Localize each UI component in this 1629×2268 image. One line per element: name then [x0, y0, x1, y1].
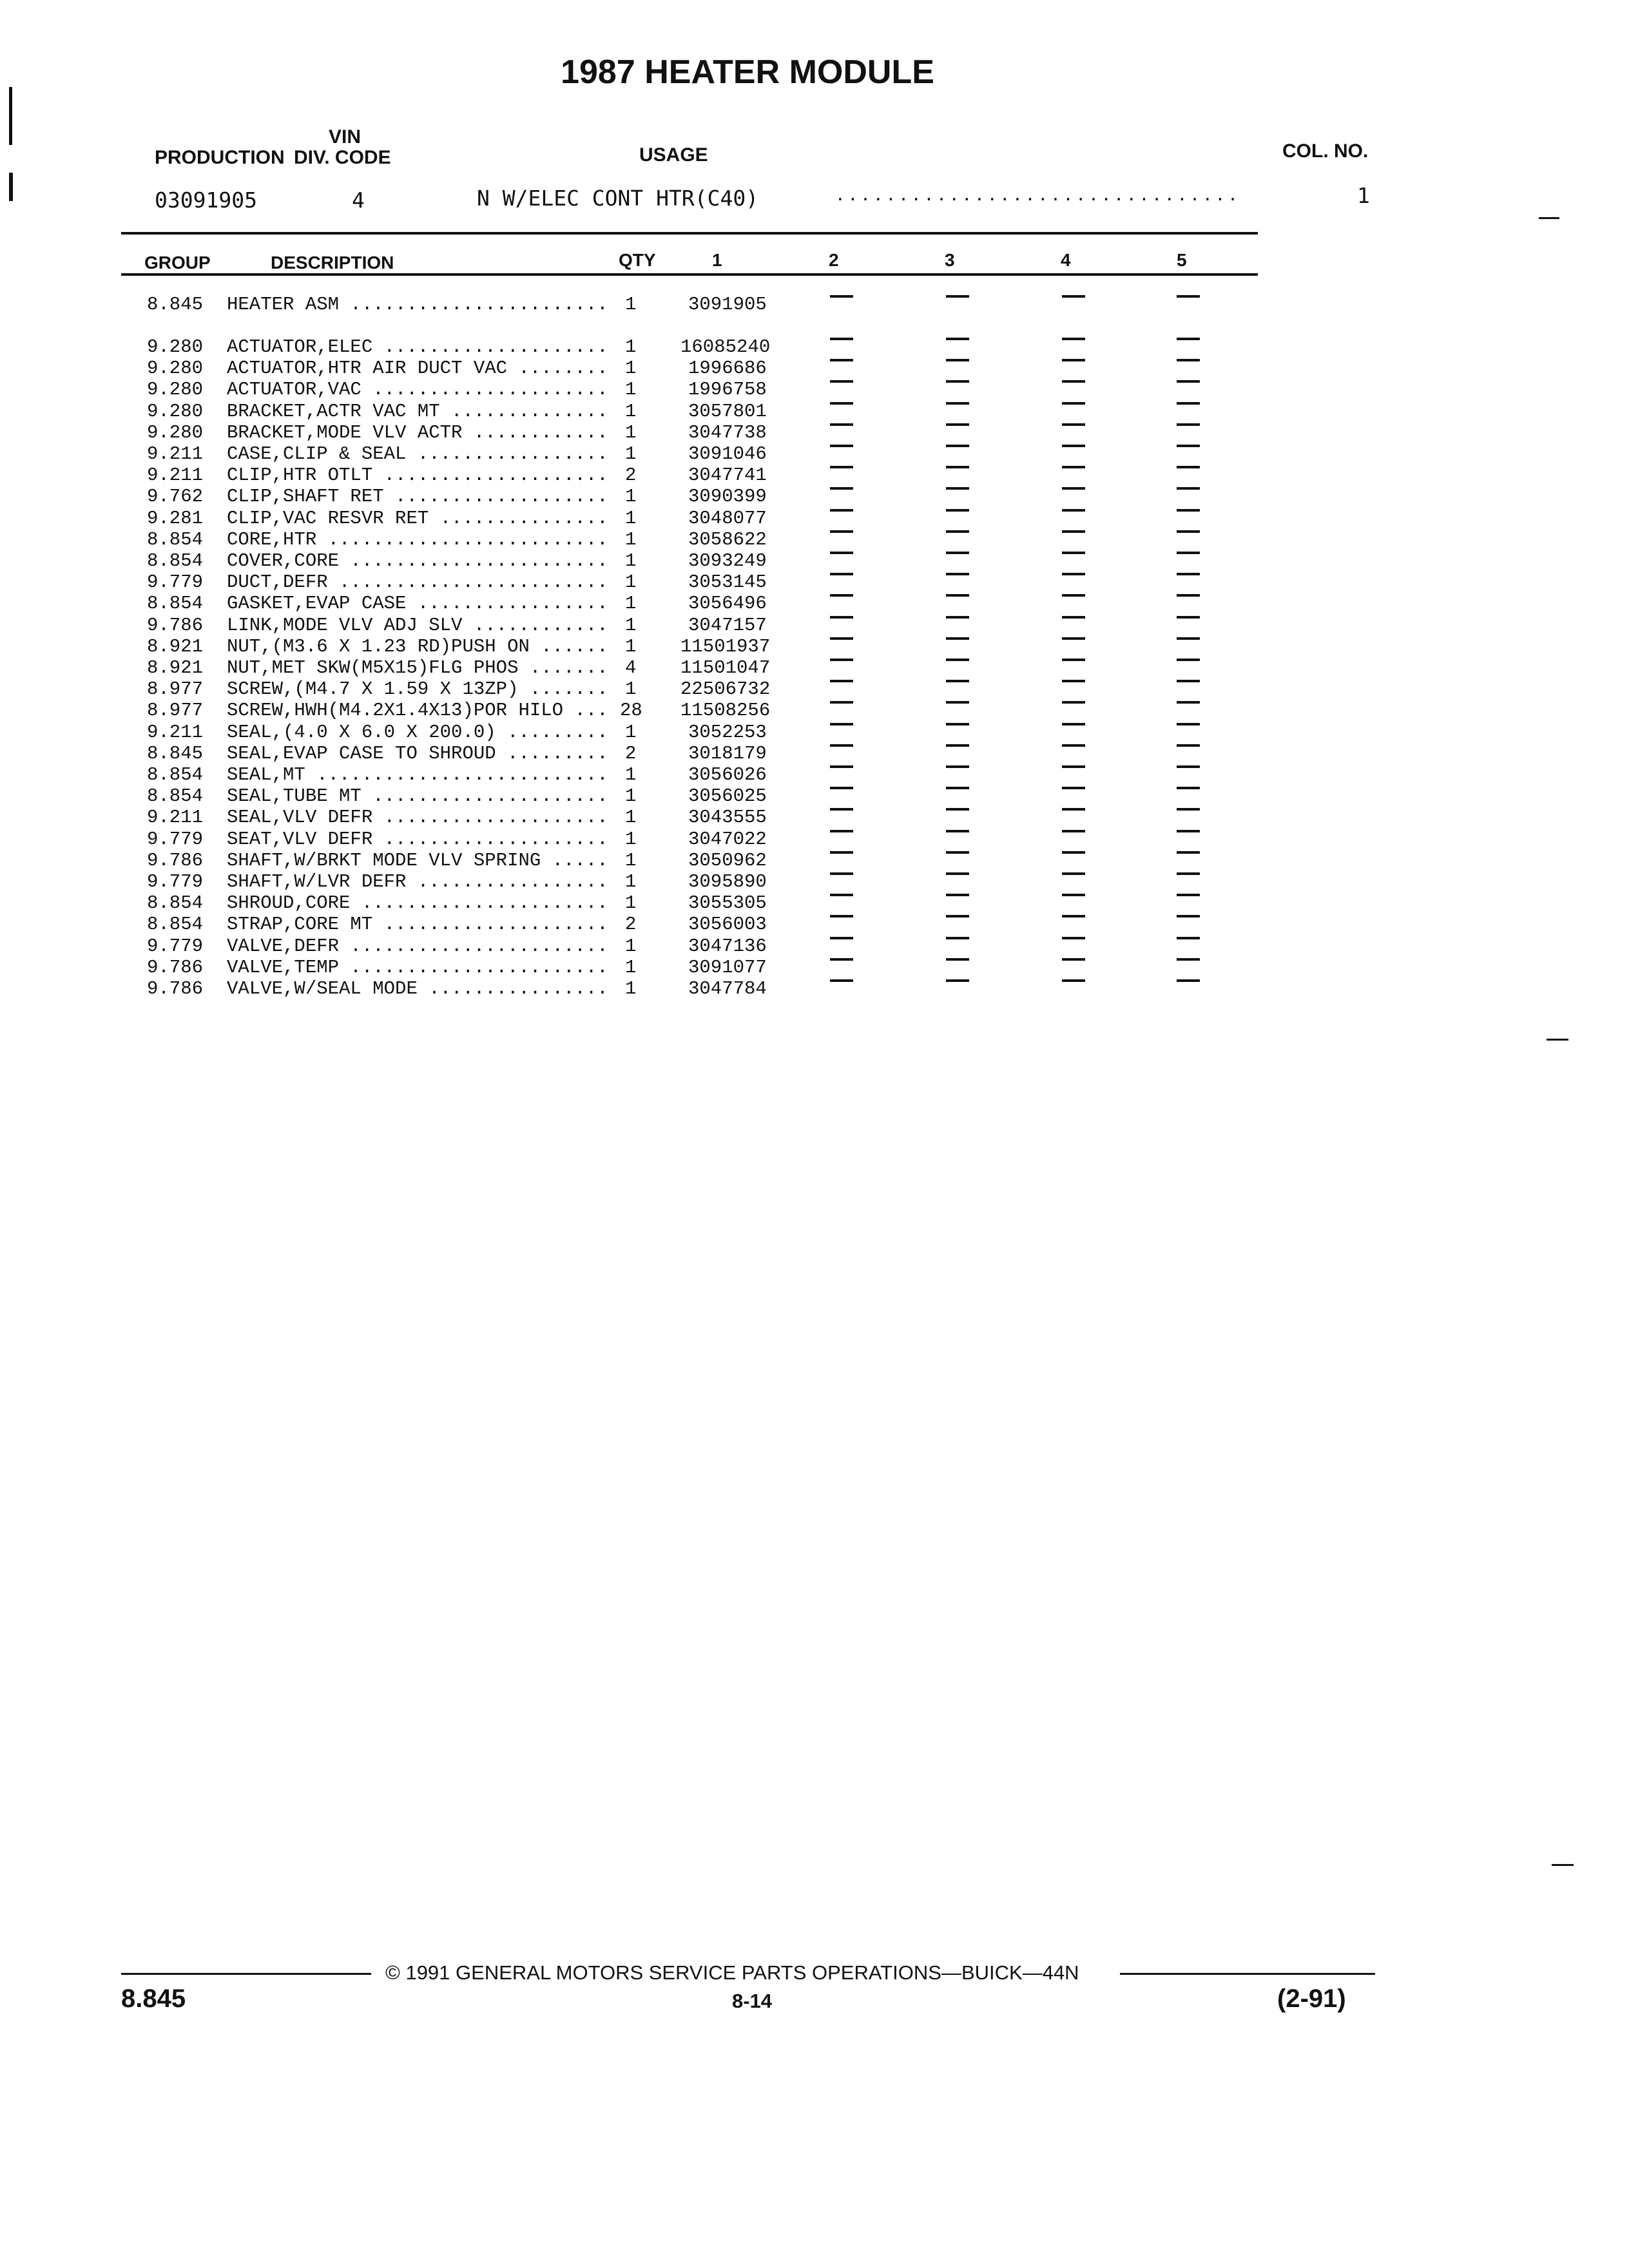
row-part-number: 3090399 [688, 486, 767, 508]
row-part-number: 3055305 [688, 892, 767, 914]
row-group: 8.921 [147, 635, 204, 657]
column-header-description: DESCRIPTION [271, 253, 394, 273]
row-empty-col-2 [830, 637, 853, 640]
row-empty-col-4 [1062, 380, 1085, 383]
row-group: 8.921 [147, 657, 204, 678]
row-empty-col-3 [946, 359, 969, 361]
row-group: 9.779 [147, 572, 204, 593]
row-qty: 1 [625, 871, 637, 892]
row-empty-col-2 [830, 808, 853, 811]
row-description: BRACKET,ACTR VAC MT .............. [227, 400, 608, 422]
row-part-number: 3047738 [688, 421, 767, 443]
row-empty-col-3 [946, 851, 969, 854]
div-code-label: DIV. CODE [294, 147, 391, 168]
row-part-number: 3050962 [688, 849, 767, 871]
row-description: COVER,CORE ....................... [227, 550, 608, 572]
column-header-5: 5 [1177, 250, 1187, 270]
row-empty-col-5 [1177, 872, 1200, 875]
row-empty-col-3 [946, 530, 969, 533]
row-empty-col-4 [1062, 872, 1085, 875]
row-description: CASE,CLIP & SEAL ................. [227, 443, 608, 465]
row-part-number: 11508256 [680, 700, 771, 722]
row-description: CLIP,VAC RESVR RET ............... [227, 507, 608, 529]
row-empty-col-4 [1062, 744, 1085, 747]
row-group: 9.211 [147, 807, 204, 829]
usage-leader: ................................ [835, 186, 1240, 205]
row-group: 9.281 [147, 507, 204, 529]
row-empty-col-4 [1062, 658, 1085, 661]
row-empty-col-4 [1062, 894, 1085, 896]
row-empty-col-2 [830, 787, 853, 789]
row-group: 9.280 [147, 336, 204, 358]
row-part-number: 3093249 [688, 550, 767, 572]
row-part-number: 3053145 [688, 572, 767, 593]
row-empty-col-2 [830, 573, 853, 575]
row-description: NUT,(M3.6 X 1.23 RD)PUSH ON ...... [227, 635, 608, 657]
row-qty: 1 [625, 572, 637, 593]
row-description: SCREW,HWH(M4.2X1.4X13)POR HILO ... [227, 700, 608, 722]
margin-mark-right-3 [1552, 1864, 1574, 1866]
page-title: 1987 HEATER MODULE [561, 53, 934, 91]
col-no-label: COL. NO. [1282, 140, 1369, 162]
column-header-2: 2 [829, 250, 839, 270]
row-group: 9.779 [147, 828, 204, 850]
row-part-number: 3091077 [688, 956, 767, 978]
row-description: HEATER ASM ....................... [227, 294, 608, 315]
row-empty-col-5 [1177, 594, 1200, 597]
row-empty-col-3 [946, 937, 969, 939]
row-empty-col-3 [946, 402, 969, 405]
row-empty-col-4 [1062, 723, 1085, 726]
row-empty-col-2 [830, 380, 853, 383]
row-qty: 1 [625, 892, 637, 914]
row-empty-col-5 [1177, 937, 1200, 939]
row-empty-col-5 [1177, 338, 1200, 340]
row-empty-col-2 [830, 680, 853, 682]
row-empty-col-3 [946, 637, 969, 640]
row-qty: 1 [625, 593, 637, 615]
row-empty-col-3 [946, 295, 969, 298]
row-group: 9.280 [147, 400, 204, 422]
row-empty-col-2 [830, 487, 853, 490]
row-qty: 1 [625, 678, 637, 700]
row-empty-col-2 [830, 295, 853, 298]
row-description: CORE,HTR ......................... [227, 528, 608, 550]
usage-label: USAGE [639, 144, 708, 166]
production-value: 03091905 [155, 187, 257, 213]
row-description: CLIP,SHAFT RET ................... [227, 486, 608, 508]
vin-label: VIN [329, 126, 361, 148]
row-empty-col-4 [1062, 295, 1085, 298]
row-empty-col-4 [1062, 466, 1085, 468]
row-empty-col-4 [1062, 637, 1085, 640]
row-empty-col-2 [830, 851, 853, 854]
row-empty-col-4 [1062, 487, 1085, 490]
row-description: NUT,MET SKW(M5X15)FLG PHOS ....... [227, 657, 608, 678]
row-empty-col-2 [830, 616, 853, 619]
row-empty-col-3 [946, 830, 969, 832]
row-description: SEAL,MT .......................... [227, 764, 608, 785]
row-part-number: 3091905 [688, 294, 767, 315]
row-empty-col-5 [1177, 915, 1200, 918]
row-description: VALVE,DEFR ....................... [227, 935, 608, 957]
row-empty-col-5 [1177, 295, 1200, 298]
row-empty-col-3 [946, 723, 969, 726]
row-part-number: 3091046 [688, 443, 767, 465]
row-qty: 1 [625, 721, 637, 743]
row-qty: 1 [625, 849, 637, 871]
row-qty: 1 [625, 978, 637, 999]
row-empty-col-3 [946, 894, 969, 896]
row-empty-col-5 [1177, 445, 1200, 447]
column-header-1: 1 [712, 250, 722, 270]
row-empty-col-5 [1177, 359, 1200, 361]
row-empty-col-5 [1177, 380, 1200, 383]
row-empty-col-4 [1062, 979, 1085, 982]
row-empty-col-3 [946, 787, 969, 789]
row-qty: 1 [625, 443, 637, 465]
row-empty-col-4 [1062, 338, 1085, 340]
row-empty-col-5 [1177, 466, 1200, 468]
footer-rule-left [121, 1973, 371, 1975]
row-group: 8.854 [147, 528, 204, 550]
row-qty: 1 [625, 785, 637, 807]
row-empty-col-3 [946, 423, 969, 426]
row-description: SEAL,EVAP CASE TO SHROUD ......... [227, 742, 608, 764]
row-empty-col-5 [1177, 787, 1200, 789]
row-group: 8.854 [147, 764, 204, 785]
row-empty-col-4 [1062, 958, 1085, 961]
row-empty-col-5 [1177, 958, 1200, 961]
row-qty: 1 [625, 358, 637, 380]
row-group: 9.762 [147, 486, 204, 508]
row-empty-col-4 [1062, 616, 1085, 619]
row-empty-col-5 [1177, 573, 1200, 575]
row-description: SHAFT,W/LVR DEFR ................. [227, 871, 608, 892]
row-part-number: 3056496 [688, 593, 767, 615]
row-group: 8.854 [147, 785, 204, 807]
row-empty-col-5 [1177, 552, 1200, 554]
row-qty: 1 [625, 486, 637, 508]
row-part-number: 3056026 [688, 764, 767, 785]
row-empty-col-5 [1177, 658, 1200, 661]
row-part-number: 11501047 [680, 657, 771, 678]
row-empty-col-3 [946, 958, 969, 961]
row-group: 8.854 [147, 550, 204, 572]
row-qty: 1 [625, 550, 637, 572]
col-no-value: 1 [1357, 183, 1370, 208]
row-part-number: 3047022 [688, 828, 767, 850]
row-empty-col-2 [830, 958, 853, 961]
row-group: 8.854 [147, 914, 204, 936]
row-empty-col-3 [946, 872, 969, 875]
row-empty-col-5 [1177, 680, 1200, 682]
row-qty: 1 [625, 400, 637, 422]
row-empty-col-3 [946, 338, 969, 340]
row-empty-col-2 [830, 359, 853, 361]
row-part-number: 1996686 [688, 358, 767, 380]
row-part-number: 3058622 [688, 528, 767, 550]
copyright-text: © 1991 GENERAL MOTORS SERVICE PARTS OPERATIONS—BUICK—44N [385, 1961, 1079, 1984]
row-group: 9.280 [147, 379, 204, 401]
row-empty-col-2 [830, 872, 853, 875]
row-part-number: 3047136 [688, 935, 767, 957]
row-empty-col-2 [830, 830, 853, 832]
row-empty-col-3 [946, 552, 969, 554]
row-empty-col-3 [946, 509, 969, 512]
row-description: CLIP,HTR OTLT .................... [227, 465, 608, 486]
row-group: 9.779 [147, 935, 204, 957]
row-description: LINK,MODE VLV ADJ SLV ............ [227, 614, 608, 636]
row-group: 9.786 [147, 956, 204, 978]
row-description: SCREW,(M4.7 X 1.59 X 13ZP) ....... [227, 678, 608, 700]
row-empty-col-4 [1062, 402, 1085, 405]
row-group: 9.786 [147, 978, 204, 999]
row-empty-col-5 [1177, 851, 1200, 854]
row-qty: 1 [625, 828, 637, 850]
row-empty-col-3 [946, 701, 969, 704]
row-qty: 2 [625, 742, 637, 764]
row-empty-col-3 [946, 808, 969, 811]
row-description: SEAL,(4.0 X 6.0 X 200.0) ......... [227, 721, 608, 743]
row-empty-col-5 [1177, 808, 1200, 811]
row-group: 9.280 [147, 358, 204, 380]
row-empty-col-5 [1177, 830, 1200, 832]
row-empty-col-2 [830, 979, 853, 982]
section-number: 8.845 [121, 1984, 186, 2013]
row-empty-col-2 [830, 530, 853, 533]
row-part-number: 3052253 [688, 721, 767, 743]
row-empty-col-3 [946, 380, 969, 383]
row-qty: 1 [625, 379, 637, 401]
row-empty-col-5 [1177, 765, 1200, 768]
row-empty-col-2 [830, 723, 853, 726]
row-empty-col-4 [1062, 701, 1085, 704]
row-qty: 1 [625, 935, 637, 957]
row-group: 9.211 [147, 443, 204, 465]
row-qty: 1 [625, 421, 637, 443]
row-part-number: 3043555 [688, 807, 767, 829]
row-empty-col-2 [830, 658, 853, 661]
row-qty: 1 [625, 336, 637, 358]
row-part-number: 22506732 [680, 678, 771, 700]
row-group: 8.845 [147, 294, 204, 315]
row-qty: 1 [625, 507, 637, 529]
row-qty: 2 [625, 465, 637, 486]
row-empty-col-4 [1062, 830, 1085, 832]
row-empty-col-2 [830, 915, 853, 918]
row-group: 8.977 [147, 700, 204, 722]
row-description: BRACKET,MODE VLV ACTR ............ [227, 421, 608, 443]
row-empty-col-3 [946, 466, 969, 468]
production-label: PRODUCTION [155, 147, 285, 168]
usage-value: N W/ELEC CONT HTR(C40) [477, 186, 759, 211]
row-part-number: 3048077 [688, 507, 767, 529]
margin-mark-right-1 [1539, 217, 1559, 219]
row-qty: 1 [625, 807, 637, 829]
row-description: ACTUATOR,ELEC .................... [227, 336, 608, 358]
row-description: SHROUD,CORE ...................... [227, 892, 608, 914]
row-qty: 1 [625, 614, 637, 636]
row-empty-col-4 [1062, 423, 1085, 426]
row-empty-col-2 [830, 937, 853, 939]
row-empty-col-2 [830, 552, 853, 554]
row-group: 9.280 [147, 421, 204, 443]
row-empty-col-4 [1062, 509, 1085, 512]
row-group: 9.779 [147, 871, 204, 892]
row-description: STRAP,CORE MT .................... [227, 914, 608, 936]
row-qty: 1 [625, 764, 637, 785]
margin-mark-left-top [9, 87, 12, 145]
row-empty-col-4 [1062, 915, 1085, 918]
row-description: DUCT,DEFR ........................ [227, 572, 608, 593]
row-empty-col-4 [1062, 851, 1085, 854]
row-empty-col-5 [1177, 894, 1200, 896]
margin-mark-right-2 [1547, 1039, 1568, 1041]
column-header-group: GROUP [144, 253, 211, 273]
row-empty-col-3 [946, 594, 969, 597]
row-empty-col-5 [1177, 723, 1200, 726]
row-description: VALVE,TEMP ....................... [227, 956, 608, 978]
row-description: VALVE,W/SEAL MODE ................ [227, 978, 608, 999]
row-group: 8.845 [147, 742, 204, 764]
row-qty: 1 [625, 528, 637, 550]
row-empty-col-4 [1062, 594, 1085, 597]
row-empty-col-5 [1177, 402, 1200, 405]
row-description: GASKET,EVAP CASE ................. [227, 593, 608, 615]
row-empty-col-4 [1062, 573, 1085, 575]
row-part-number: 3047741 [688, 465, 767, 486]
margin-mark-left-bottom [9, 173, 13, 201]
row-group: 8.854 [147, 892, 204, 914]
row-part-number: 3047157 [688, 614, 767, 636]
column-header-qty: QTY [619, 250, 656, 270]
column-header-4: 4 [1061, 250, 1071, 270]
row-group: 9.786 [147, 849, 204, 871]
row-empty-col-4 [1062, 937, 1085, 939]
row-empty-col-3 [946, 765, 969, 768]
row-part-number: 3057801 [688, 400, 767, 422]
row-description: SHAFT,W/BRKT MODE VLV SPRING ..... [227, 849, 608, 871]
row-part-number: 3018179 [688, 742, 767, 764]
row-qty: 4 [625, 657, 637, 678]
row-empty-col-4 [1062, 530, 1085, 533]
row-empty-col-4 [1062, 808, 1085, 811]
row-empty-col-3 [946, 573, 969, 575]
row-empty-col-3 [946, 680, 969, 682]
row-empty-col-2 [830, 509, 853, 512]
row-empty-col-5 [1177, 487, 1200, 490]
row-empty-col-3 [946, 658, 969, 661]
row-empty-col-4 [1062, 552, 1085, 554]
row-qty: 28 [620, 700, 642, 722]
row-empty-col-2 [830, 445, 853, 447]
row-description: ACTUATOR,VAC ..................... [227, 379, 608, 401]
row-empty-col-3 [946, 979, 969, 982]
row-empty-col-5 [1177, 637, 1200, 640]
row-part-number: 3056025 [688, 785, 767, 807]
row-part-number: 1996758 [688, 379, 767, 401]
revision-date: (2-91) [1277, 1984, 1346, 2013]
row-part-number: 3056003 [688, 914, 767, 936]
row-group: 8.854 [147, 593, 204, 615]
row-description: SEAT,VLV DEFR .................... [227, 828, 608, 850]
row-empty-col-4 [1062, 359, 1085, 361]
column-header-3: 3 [945, 250, 955, 270]
row-empty-col-3 [946, 616, 969, 619]
row-qty: 1 [625, 956, 637, 978]
row-empty-col-4 [1062, 680, 1085, 682]
row-empty-col-2 [830, 423, 853, 426]
row-empty-col-2 [830, 765, 853, 768]
row-empty-col-2 [830, 701, 853, 704]
row-empty-col-2 [830, 402, 853, 405]
row-group: 9.786 [147, 614, 204, 636]
row-empty-col-2 [830, 338, 853, 340]
row-empty-col-5 [1177, 423, 1200, 426]
row-empty-col-3 [946, 915, 969, 918]
row-empty-col-3 [946, 487, 969, 490]
page-number: 8-14 [732, 1990, 773, 2012]
footer-rule-right [1120, 1973, 1375, 1975]
row-empty-col-4 [1062, 445, 1085, 447]
row-empty-col-4 [1062, 787, 1085, 789]
row-qty: 2 [625, 914, 637, 936]
row-empty-col-3 [946, 445, 969, 447]
column-header-rule [121, 273, 1258, 276]
row-empty-col-2 [830, 894, 853, 896]
div-code-value: 4 [352, 187, 365, 213]
row-part-number: 3047784 [688, 978, 767, 999]
row-description: SEAL,TUBE MT ..................... [227, 785, 608, 807]
row-description: ACTUATOR,HTR AIR DUCT VAC ........ [227, 358, 608, 380]
row-part-number: 11501937 [680, 635, 771, 657]
row-empty-col-4 [1062, 765, 1085, 768]
row-group: 8.977 [147, 678, 204, 700]
row-qty: 1 [625, 635, 637, 657]
row-part-number: 3095890 [688, 871, 767, 892]
row-empty-col-3 [946, 744, 969, 747]
row-empty-col-5 [1177, 979, 1200, 982]
row-description: SEAL,VLV DEFR .................... [227, 807, 608, 829]
row-group: 9.211 [147, 465, 204, 486]
row-empty-col-2 [830, 466, 853, 468]
row-group: 9.211 [147, 721, 204, 743]
row-empty-col-5 [1177, 744, 1200, 747]
row-empty-col-5 [1177, 701, 1200, 704]
row-empty-col-5 [1177, 616, 1200, 619]
row-empty-col-2 [830, 594, 853, 597]
row-empty-col-5 [1177, 509, 1200, 512]
header-rule [121, 232, 1258, 235]
row-empty-col-2 [830, 744, 853, 747]
row-part-number: 16085240 [680, 336, 771, 358]
row-qty: 1 [625, 294, 637, 315]
row-empty-col-5 [1177, 530, 1200, 533]
